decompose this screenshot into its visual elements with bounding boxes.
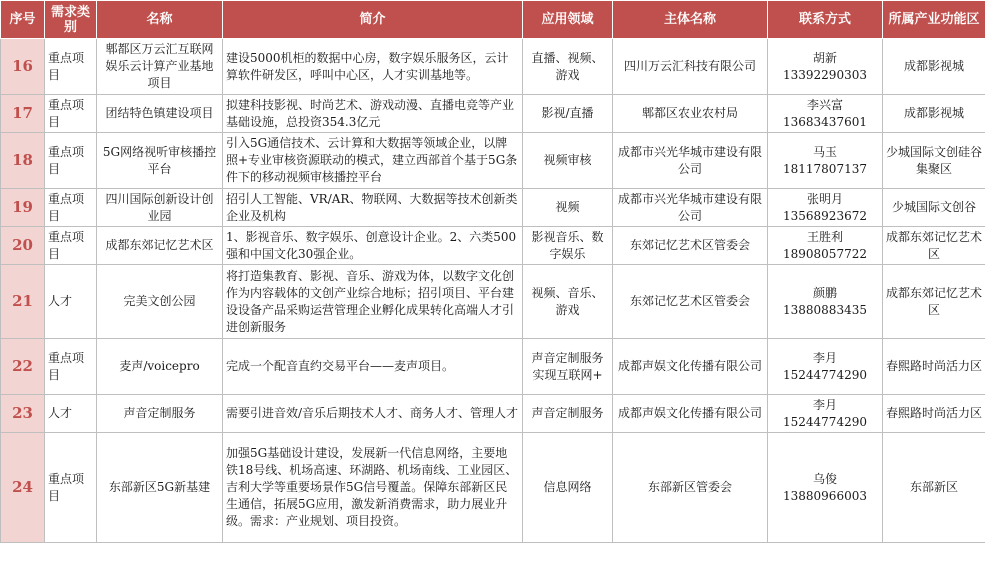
row-number: 23 bbox=[1, 395, 45, 433]
header-field: 应用领域 bbox=[523, 1, 613, 39]
row-entity: 成都市兴光华城市建设有限公司 bbox=[613, 133, 768, 189]
row-category: 重点项目 bbox=[45, 433, 97, 543]
row-contact bbox=[768, 433, 883, 543]
row-zone: 东部新区 bbox=[883, 433, 985, 543]
row-category: 人才 bbox=[45, 395, 97, 433]
header-no: 序号 bbox=[1, 1, 45, 39]
contact-name: 王胜利 bbox=[806, 229, 843, 244]
row-contact bbox=[768, 227, 883, 265]
row-zone: 少城国际文创谷 bbox=[883, 189, 985, 227]
row-intro: 完成一个配音直约交易平台——麦声项目。 bbox=[223, 339, 523, 395]
contact-phone: 15244774290 bbox=[783, 367, 867, 382]
row-name: 郫都区万云汇互联网娱乐云计算产业基地项目 bbox=[97, 39, 223, 95]
row-category: 人才 bbox=[45, 265, 97, 339]
row-zone: 成都东郊记忆艺术区 bbox=[883, 227, 985, 265]
row-field: 视频、音乐、游戏 bbox=[523, 265, 613, 339]
row-number: 22 bbox=[1, 339, 45, 395]
contact-name: 颜鹏 bbox=[812, 285, 837, 300]
row-zone: 成都东郊记忆艺术区 bbox=[883, 265, 985, 339]
row-intro: 引入5G通信技术、云计算和大数据等领域企业，以牌照+专业审核资源联动的模式，建立西部首个基于5G条件下的移动视频审核播控平台 bbox=[223, 133, 523, 189]
row-name: 成都东郊记忆艺术区 bbox=[97, 227, 223, 265]
row-number: 21 bbox=[1, 265, 45, 339]
row-intro: 1、影视音乐、数字娱乐、创意设计企业。2、六类500强和中国文化30强企业。 bbox=[223, 227, 523, 265]
contact-name: 李兴富 bbox=[806, 97, 843, 112]
row-field: 视频 bbox=[523, 189, 613, 227]
row-field: 信息网络 bbox=[523, 433, 613, 543]
row-category: 重点项目 bbox=[45, 339, 97, 395]
row-contact bbox=[768, 339, 883, 395]
row-name: 完美文创公园 bbox=[97, 265, 223, 339]
table-row bbox=[1, 433, 985, 543]
header-contact: 联系方式 bbox=[768, 1, 883, 39]
row-entity: 东郊记忆艺术区管委会 bbox=[613, 265, 768, 339]
table-row bbox=[1, 339, 985, 395]
row-contact bbox=[768, 189, 883, 227]
row-number: 24 bbox=[1, 433, 45, 543]
row-category: 重点项目 bbox=[45, 39, 97, 95]
contact-phone: 18117807137 bbox=[783, 161, 867, 176]
contact-phone: 13392290303 bbox=[783, 67, 867, 82]
contact-name: 胡新 bbox=[812, 50, 837, 65]
row-entity: 郫都区农业农村局 bbox=[613, 95, 768, 133]
row-zone: 少城国际文创硅谷集聚区 bbox=[883, 133, 985, 189]
row-category: 重点项目 bbox=[45, 133, 97, 189]
row-intro: 拟建科技影视、时尚艺术、游戏动漫、直播电竞等产业基础设施，总投资354.3亿元 bbox=[223, 95, 523, 133]
row-name: 麦声/voicepro bbox=[97, 339, 223, 395]
header-entity: 主体名称 bbox=[613, 1, 768, 39]
table-row bbox=[1, 95, 985, 133]
row-contact bbox=[768, 39, 883, 95]
row-field: 声音定制服务 bbox=[523, 395, 613, 433]
header-category: 需求类别 bbox=[45, 1, 97, 39]
row-name: 东部新区5G新基建 bbox=[97, 433, 223, 543]
row-entity: 四川万云汇科技有限公司 bbox=[613, 39, 768, 95]
contact-phone: 13568923672 bbox=[783, 208, 867, 223]
table-row bbox=[1, 395, 985, 433]
row-entity: 成都市兴光华城市建设有限公司 bbox=[613, 189, 768, 227]
row-intro: 加强5G基础设计建设，发展新一代信息网络，主要地铁18号线、机场高速、环湖路、机场南线、工业园区、吉利大学等重要场景作5G信号覆盖。保障东部新区民生通信，拓展5G应用，激发新消费需求，助力展业升级。需求：产业规划、项目投资。 bbox=[223, 433, 523, 543]
row-category: 重点项目 bbox=[45, 95, 97, 133]
table-header-row bbox=[1, 1, 985, 39]
row-intro: 将打造集教育、影视、音乐、游戏为体，以数字文化创作为内容载体的文创产业综合地标；招引项目、平台建设设备产品采购运营管理企业孵化成果转化高端人才引进创新服务 bbox=[223, 265, 523, 339]
contact-name: 乌俊 bbox=[812, 471, 837, 486]
row-field: 视频审核 bbox=[523, 133, 613, 189]
row-zone: 春熙路时尚活力区 bbox=[883, 339, 985, 395]
contact-phone: 13683437601 bbox=[783, 114, 867, 129]
row-category: 重点项目 bbox=[45, 227, 97, 265]
contact-name: 张明月 bbox=[806, 191, 843, 206]
contact-phone: 15244774290 bbox=[783, 414, 867, 429]
row-zone: 成都影视城 bbox=[883, 95, 985, 133]
row-field: 影视/直播 bbox=[523, 95, 613, 133]
table-row bbox=[1, 265, 985, 339]
contact-phone: 13880966003 bbox=[783, 488, 867, 503]
table-row bbox=[1, 189, 985, 227]
row-field: 声音定制服务实现互联网+ bbox=[523, 339, 613, 395]
contact-name: 马玉 bbox=[812, 144, 837, 159]
row-contact bbox=[768, 265, 883, 339]
row-number: 20 bbox=[1, 227, 45, 265]
row-category: 重点项目 bbox=[45, 189, 97, 227]
row-name: 团结特色镇建设项目 bbox=[97, 95, 223, 133]
header-zone: 所属产业功能区 bbox=[883, 1, 985, 39]
header-intro: 简介 bbox=[223, 1, 523, 39]
row-zone: 成都影视城 bbox=[883, 39, 985, 95]
table-row bbox=[1, 133, 985, 189]
contact-phone: 13880883435 bbox=[783, 302, 867, 317]
row-entity: 东郊记忆艺术区管委会 bbox=[613, 227, 768, 265]
row-number: 18 bbox=[1, 133, 45, 189]
contact-name: 李月 bbox=[812, 350, 837, 365]
row-intro: 建设5000机柜的数据中心房，数字娱乐服务区，云计算软件研发区，呼叫中心区，人才实训基地等。 bbox=[223, 39, 523, 95]
row-name: 四川国际创新设计创业园 bbox=[97, 189, 223, 227]
table-row bbox=[1, 39, 985, 95]
row-entity: 成都声娱文化传播有限公司 bbox=[613, 339, 768, 395]
row-entity: 东部新区管委会 bbox=[613, 433, 768, 543]
contact-name: 李月 bbox=[812, 397, 837, 412]
header-name: 名称 bbox=[97, 1, 223, 39]
contact-phone: 18908057722 bbox=[783, 246, 867, 261]
row-intro: 需要引进音效/音乐后期技术人才、商务人才、管理人才 bbox=[223, 395, 523, 433]
row-zone: 春熙路时尚活力区 bbox=[883, 395, 985, 433]
row-contact bbox=[768, 395, 883, 433]
row-name: 声音定制服务 bbox=[97, 395, 223, 433]
row-contact bbox=[768, 133, 883, 189]
row-entity: 成都声娱文化传播有限公司 bbox=[613, 395, 768, 433]
row-field: 影视音乐、数字娱乐 bbox=[523, 227, 613, 265]
table-row bbox=[1, 227, 985, 265]
row-field: 直播、视频、游戏 bbox=[523, 39, 613, 95]
row-intro: 招引人工智能、VR/AR、物联网、大数据等技术创新类企业及机构 bbox=[223, 189, 523, 227]
row-number: 19 bbox=[1, 189, 45, 227]
row-contact bbox=[768, 95, 883, 133]
row-name: 5G网络视听审核播控平台 bbox=[97, 133, 223, 189]
row-number: 17 bbox=[1, 95, 45, 133]
row-number: 16 bbox=[1, 39, 45, 95]
